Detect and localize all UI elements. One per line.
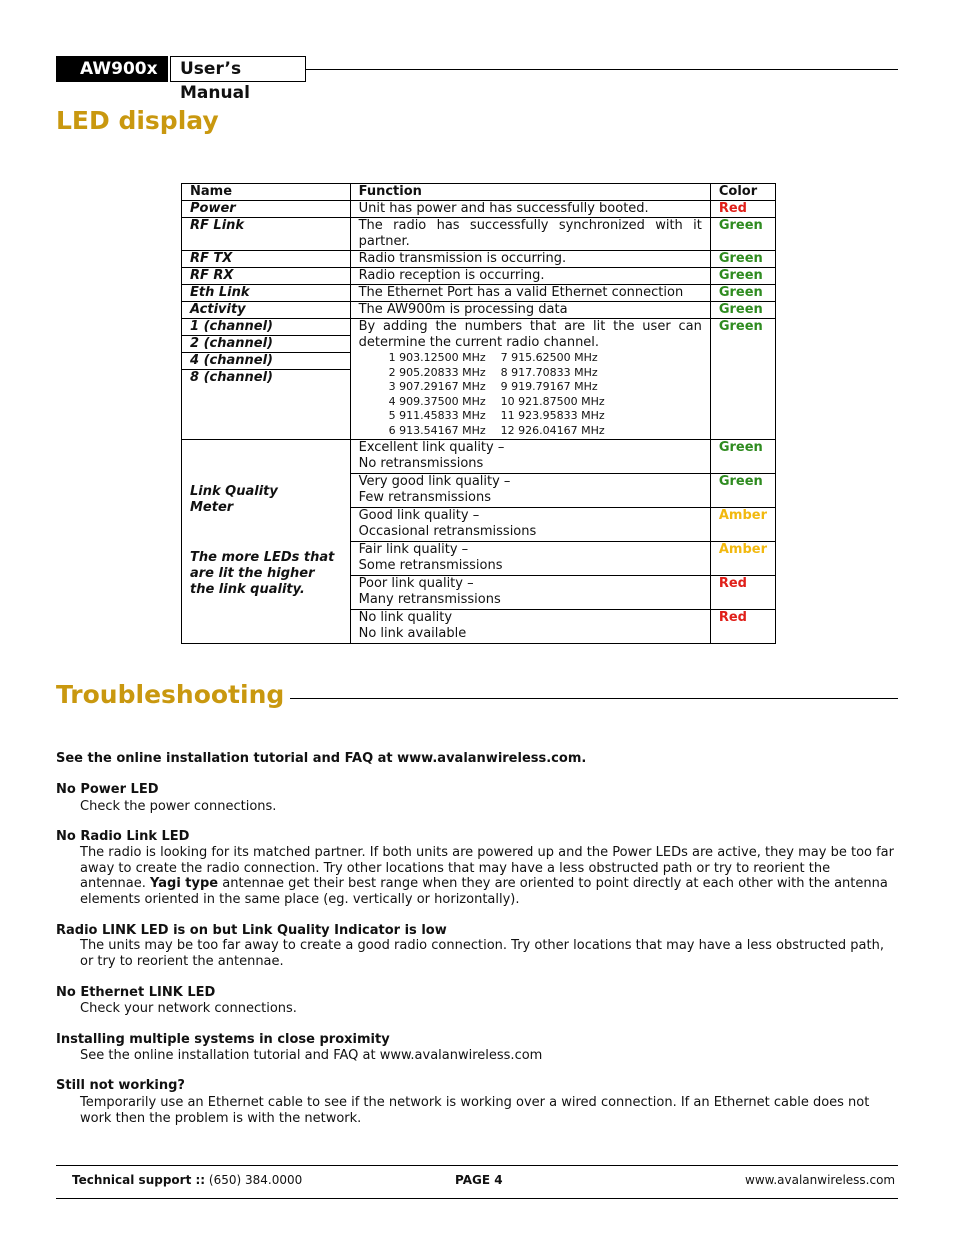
item-body-text: The radio is looking for its matched partner. If both units are powered up and the Power LEDs are active, they may be too far away to create the radio connection. Try other locations that may have a less obstructed path or try to reorient the antennae. (80, 845, 894, 891)
link-quality-color: Amber (710, 541, 775, 575)
channel-frequency: 4 909.37500 MHz (388, 394, 486, 408)
link-quality-note: The more LEDs that are lit the higher the link quality. (190, 550, 335, 598)
led-function: The AW900m is processing data (350, 302, 710, 319)
led-function: The Ethernet Port has a valid Ethernet connection (350, 285, 710, 302)
link-quality-function (350, 541, 710, 575)
footer-rule-top (56, 1165, 898, 1166)
led-color: Green (710, 251, 775, 268)
link-quality-name-cell (182, 439, 351, 643)
item-body (80, 845, 898, 907)
led-function: The radio has successfully synchronized with it partner. (350, 218, 710, 251)
link-quality-color: Green (710, 439, 775, 473)
led-name: RF TX (182, 251, 351, 268)
lq-line: Fair link quality – (358, 541, 469, 557)
col-header-name: Name (182, 184, 351, 201)
col-header-function: Function (350, 184, 710, 201)
channel-function-cell (350, 319, 710, 440)
lq-line: Occasional retransmissions (358, 523, 537, 539)
link-quality-row (182, 439, 776, 473)
lq-line: Good link quality – (358, 507, 480, 523)
item-body: Check the power connections. (80, 799, 277, 814)
channel-function: By adding the numbers that are lit the user can determine the current radio channel. (358, 319, 702, 350)
channel-name: 8 (channel) (190, 370, 273, 385)
header-rule (306, 69, 898, 70)
support-phone: (650) 384.0000 (208, 1173, 303, 1187)
table-row (182, 201, 776, 218)
item-heading: No Ethernet LINK LED (56, 985, 216, 1000)
item-body-text: antennae get their best range when they are oriented to point directly at each other with the antenna elements oriented in the same place (eg. vertically or horizontally). (80, 876, 888, 907)
channel-frequency: 9 919.79167 MHz (500, 380, 598, 394)
led-name: Activity (182, 302, 351, 319)
channel-name: 4 (channel) (182, 353, 350, 370)
channel-frequency-list (389, 351, 702, 439)
item-body: Check your network connections. (80, 1001, 297, 1016)
channel-frequency: 10 921.87500 MHz (500, 394, 605, 408)
page-number: PAGE 4 (455, 1173, 503, 1187)
led-color: Red (710, 201, 775, 218)
link-quality-function (350, 439, 710, 473)
item-body-bold: Yagi type (150, 876, 219, 891)
table-row (182, 285, 776, 302)
item-body: Temporarily use an Ethernet cable to see if the network is working over a wired connection. If an Ethernet cable does not work then the problem is with the network. (80, 1095, 870, 1126)
lq-line: No link available (358, 625, 467, 641)
channel-frequency: 5 911.45833 MHz (388, 409, 486, 423)
item-heading: Still not working? (56, 1078, 185, 1093)
item-heading: Installing multiple systems in close proximity (56, 1032, 390, 1047)
footer-website: www.avalanwireless.com (745, 1173, 896, 1187)
lq-line: Excellent link quality – (358, 439, 505, 455)
footer-support (72, 1173, 302, 1187)
led-name: Eth Link (182, 285, 351, 302)
table-row (182, 302, 776, 319)
footer-rule-bottom (56, 1198, 898, 1199)
channel-frequency: 2 905.20833 MHz (388, 365, 486, 379)
support-label: Technical support :: (72, 1173, 206, 1187)
troubleshooting-intro: See the online installation tutorial and FAQ at www.avalanwireless.com. (56, 751, 587, 766)
lq-line: Many retransmissions (358, 591, 501, 607)
table-row (182, 251, 776, 268)
lq-line: Very good link quality – (358, 473, 511, 489)
channel-frequency: 6 913.54167 MHz (388, 423, 486, 437)
led-color: Green (710, 268, 775, 285)
channel-frequency: 8 917.70833 MHz (500, 365, 598, 379)
channel-name-cell (182, 319, 351, 440)
troubleshooting-rule (290, 698, 898, 699)
led-name: RF Link (182, 218, 351, 251)
link-quality-color: Red (710, 575, 775, 609)
lq-line: No link quality (358, 609, 453, 625)
manual-label: User’s Manual (170, 56, 306, 82)
lq-line: Few retransmissions (358, 489, 492, 505)
led-function: Unit has power and has successfully booted. (350, 201, 710, 218)
led-display-heading: LED display (56, 106, 219, 135)
link-quality-name: Link Quality Meter (190, 484, 278, 516)
channel-frequency: 12 926.04167 MHz (500, 423, 605, 437)
link-quality-function (350, 609, 710, 643)
item-body: The units may be too far away to create a good radio connection. Try other locations that may have a less obstructed path, or try to reorient the antennae. (80, 938, 884, 969)
table-header-row (182, 184, 776, 201)
item-heading: No Radio Link LED (56, 829, 190, 844)
channel-frequency: 1 903.12500 MHz (388, 351, 486, 364)
channel-color: Green (710, 319, 775, 440)
item-heading: No Power LED (56, 782, 159, 797)
lq-line: No retransmissions (358, 455, 484, 471)
model-label: AW900x (56, 56, 168, 82)
link-quality-function (350, 575, 710, 609)
channel-frequency: 11 923.95833 MHz (500, 409, 605, 423)
item-heading: Radio LINK LED is on but Link Quality Indicator is low (56, 923, 447, 938)
led-name: Power (182, 201, 351, 218)
link-quality-color: Green (710, 473, 775, 507)
table-row (182, 268, 776, 285)
table-row (182, 218, 776, 251)
link-quality-function (350, 473, 710, 507)
col-header-color: Color (710, 184, 775, 201)
led-color: Green (710, 302, 775, 319)
led-function: Radio reception is occurring. (350, 268, 710, 285)
led-function: Radio transmission is occurring. (350, 251, 710, 268)
channel-frequency: 7 915.62500 MHz (500, 351, 598, 364)
link-quality-color: Amber (710, 507, 775, 541)
led-table (181, 183, 776, 644)
link-quality-color: Red (710, 609, 775, 643)
channel-row (182, 319, 776, 440)
led-name: RF RX (182, 268, 351, 285)
led-color: Green (710, 218, 775, 251)
item-body: See the online installation tutorial and FAQ at www.avalanwireless.com (80, 1048, 543, 1063)
channel-name: 2 (channel) (182, 336, 350, 353)
troubleshooting-heading: Troubleshooting (56, 680, 285, 709)
link-quality-function (350, 507, 710, 541)
channel-name: 1 (channel) (182, 319, 350, 336)
led-color: Green (710, 285, 775, 302)
lq-line: Some retransmissions (358, 557, 503, 573)
lq-line: Poor link quality – (358, 575, 474, 591)
channel-frequency: 3 907.29167 MHz (388, 380, 486, 394)
